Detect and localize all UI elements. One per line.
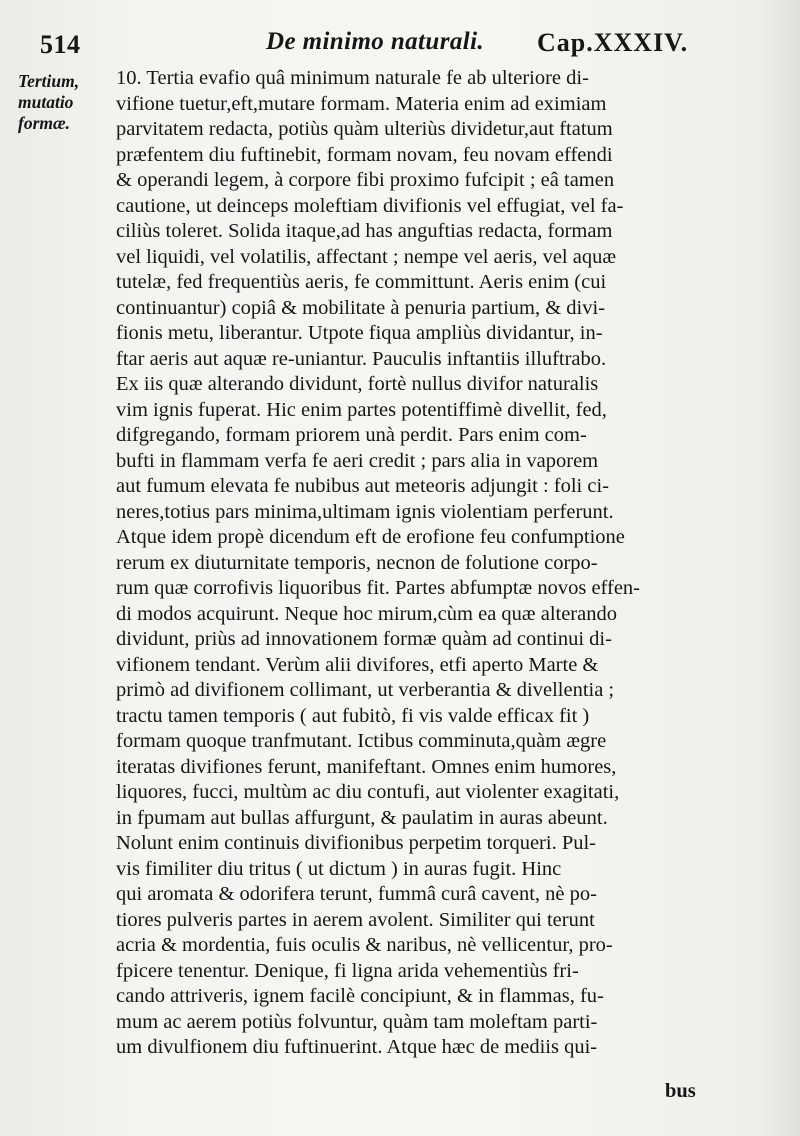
body-line: fpicere tenentur. Denique, fi ligna arida vehementiùs fri-: [116, 959, 579, 982]
body-line: Ex iis quæ alterando dividunt, fortè nullus divifor naturalis: [116, 373, 599, 395]
margin-note: [18, 71, 108, 134]
body-line: continuantur) copiâ & mobilitate à penuria partium, & divi-: [116, 296, 606, 319]
catchword: bus: [665, 1080, 696, 1102]
chapter-label: Cap.XXXIV.: [537, 28, 689, 57]
body-line: Atque idem propè dicendum eft de erofione feu confumptione: [116, 526, 625, 548]
margin-note-line: mutatio: [18, 92, 74, 112]
body-line: tractu tamen temporis ( aut fubitò, fi vis valde efficax fit ): [116, 704, 590, 727]
body-line: & operandi legem, à corpore fibi proximo fufcipit ; eâ tamen: [116, 169, 615, 191]
body-line: vifione tuetur,eft,mutare formam. Materia enim ad eximiam: [116, 92, 607, 115]
body-line: qui aromata & odorifera terunt, fummâ curâ cavent, nè po-: [116, 883, 597, 905]
body-line: formam quoque tranfmutant. Ictibus comminuta,quàm ægre: [116, 730, 607, 752]
body-line: um divulfionem diu fuftinuerint. Atque hæc de mediis qui-: [116, 1036, 598, 1058]
body-line: in fpumam aut bullas affurgunt, & paulatim in auras abeunt.: [116, 806, 608, 829]
running-title: De minimo naturali.: [266, 28, 485, 55]
body-line: Nolunt enim continuis divifionibus perpetim torqueri. Pul-: [116, 832, 596, 854]
body-line: vis fimiliter diu tritus ( ut dictum ) in auras fugit. Hinc: [116, 857, 562, 880]
body-line: vim ignis fuperat. Hic enim partes potentiffimè divellit, fed,: [116, 398, 607, 421]
page-number: 514: [40, 30, 81, 59]
body-line: mum ac aerem potiùs folvuntur, quàm tam moleftam parti-: [116, 1010, 598, 1033]
body-line: vifionem tendant. Verùm alii divifores, etfi aperto Marte &: [116, 653, 599, 676]
body-line: rum quæ corrofivis liquoribus fit. Partes abfumptæ novos effen-: [116, 577, 641, 599]
body-line: fionis metu, liberantur. Utpote fiqua ampliùs dividantur, in-: [116, 322, 603, 344]
body-line: dividunt, priùs ad innovationem formæ quàm ad continui di-: [116, 628, 612, 650]
body-line: liquores, fucci, multùm ac diu contufi, aut violenter exagitati,: [116, 781, 620, 803]
body-line: aut fumum elevata fe nubibus aut meteoris adjungit : foli ci-: [116, 475, 610, 497]
body-paragraph: [116, 66, 706, 1061]
body-line: vel liquidi, vel volatilis, affectant ; nempe vel aeris, vel aquæ: [116, 245, 617, 268]
body-line: tutelæ, fed frequentiùs aeris, fe committunt. Aeris enim (cui: [116, 271, 607, 293]
body-line: parvitatem redacta, potiùs quàm ulteriùs dividetur,aut ftatum: [116, 118, 613, 140]
body-line: præfentem diu fuftinebit, formam novam, feu novam effendi: [116, 143, 613, 166]
body-line: tiores pulveris partes in aerem avolent. Similiter qui terunt: [116, 908, 595, 931]
body-line: difgregando, formam priorem unà perdit. Pars enim com-: [116, 424, 587, 446]
body-line: ftar aeris aut aquæ re-uniantur. Pauculis inftantiis illuftrabo.: [116, 347, 607, 370]
body-line: primò ad divifionem collimant, ut verberantia & divellentia ;: [116, 679, 615, 701]
body-line: di modos acquirunt. Neque hoc mirum,cùm ea quæ alterando: [116, 602, 617, 625]
body-line: iteratas divifiones ferunt, manifeftant. Omnes enim humores,: [116, 755, 617, 778]
body-line: neres,totius pars minima,ultimam ignis violentiam perferunt.: [116, 500, 614, 523]
body-line: rerum ex diuturnitate temporis, necnon de folutione corpo-: [116, 551, 598, 574]
body-line: ciliùs toleret. Solida itaque,ad has anguftias redacta, formam: [116, 220, 613, 242]
body-line: acria & mordentia, fuis oculis & naribus, nè vellicentur, pro-: [116, 934, 613, 956]
body-line: bufti in flammam verfa fe aeri credit ; pars alia in vaporem: [116, 449, 599, 472]
page-edge-shadow: [760, 0, 800, 1136]
body-line: cando attriveris, ignem facilè concipiunt, & in flammas, fu-: [116, 985, 604, 1007]
margin-note-line: formæ.: [18, 113, 71, 133]
body-line: cautione, ut deinceps moleftiam divifionis vel effugiat, vel fa-: [116, 194, 624, 217]
body-line: 10. Tertia evafio quâ minimum naturale fe ab ulteriore di-: [116, 67, 589, 89]
margin-note-line: Tertium,: [18, 71, 80, 91]
